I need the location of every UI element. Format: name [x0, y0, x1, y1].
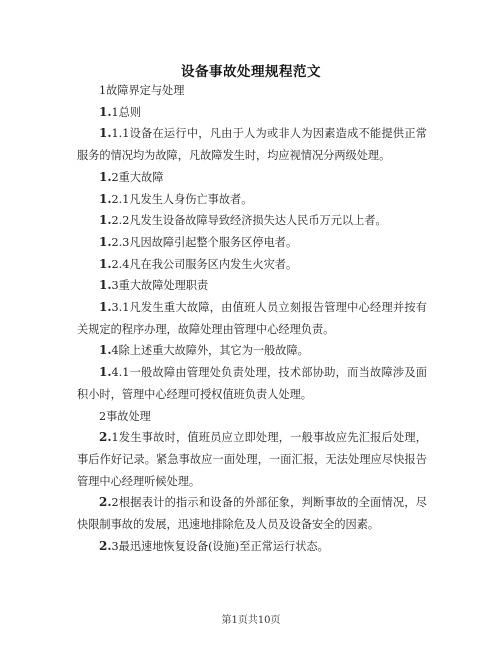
paragraph: 2事故处理 [99, 409, 151, 423]
document-title: 设备事故处理规程范文 [181, 64, 321, 80]
paragraph: 1.3重大故障处理职责 [99, 278, 209, 293]
paragraph: 2.2根据表计的指示和设备的外部征象，判断事故的全面情况，尽快限制事故的发展，迅速地排除危及人员及设备安全的因素。 [77, 495, 427, 532]
page-number: 第1页共10页 [221, 615, 281, 626]
paragraph: 1.2.3凡因故障引起整个服务区停电者。 [99, 234, 298, 249]
paragraph: 1.2.2凡发生设备故障导致经济损失达人民币万元以上者。 [99, 213, 387, 228]
paragraph: 1.4.1一般故障由管理处负责处理，技术部协助，而当故障涉及面积小时，管理中心经理可授权值班负责人处理。 [77, 365, 427, 401]
paragraph: 1.4除上述重大故障外，其它为一般故障。 [99, 343, 309, 358]
paragraph: 2.1发生事故时，值班员应立即处理，一般事故应先汇报后处理，事后作好记录。紧急事故应一面处理，一面汇报，无法处理应尽快报告管理中心经理听候处理。 [77, 430, 427, 488]
document-body [77, 80, 427, 557]
paragraph: 1.1.1设备在运行中，凡由于人为或非人为因素造成不能提供正常服务的情况均为故障，凡故障发生时，均应视情况分两级处理。 [77, 126, 427, 163]
paragraph: 1.3.1凡发生重大故障，由值班人员立刻报告管理中心经理并按有关规定的程序办理，故障处理由管理中心经理负责。 [77, 300, 427, 336]
paragraph: 2.3最迅速地恢复设备(设施)至正常运行状态。 [99, 538, 329, 553]
paragraph: 1.2.4凡在我公司服务区内发生火灾者。 [99, 256, 298, 271]
paragraph: 1.1总则 [99, 104, 142, 119]
paragraph: 1.2.1凡发生人身伤亡事故者。 [99, 191, 253, 206]
paragraph: 1.2重大故障 [99, 169, 164, 184]
paragraph: 1故障界定与处理 [99, 84, 185, 97]
